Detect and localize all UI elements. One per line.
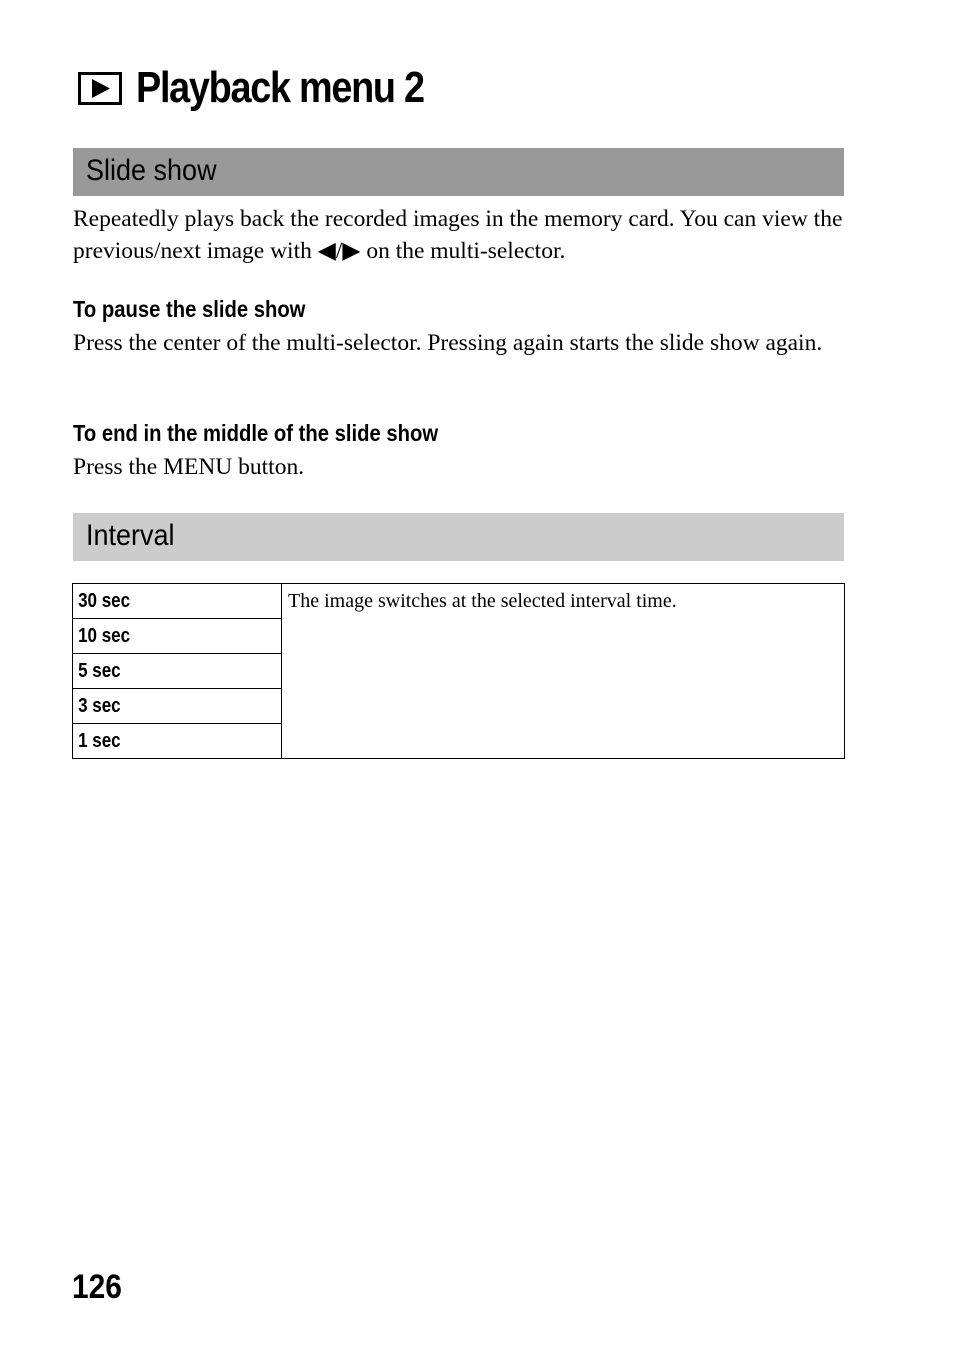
interval-description: The image switches at the selected interval time.	[282, 584, 845, 759]
end-instructions: Press the MENU button.	[73, 454, 305, 480]
interval-option: 5 sec	[73, 654, 282, 689]
playback-icon	[78, 72, 122, 105]
description-text-before: Repeatedly plays back the recorded images in the memory card. You can view the previous/next image with	[73, 206, 843, 264]
left-right-arrow-icons: ◀/▶	[317, 238, 361, 264]
section-heading-label: Slide show	[86, 154, 217, 187]
interval-option: 10 sec	[73, 619, 282, 654]
end-subheading: To end in the middle of the slide show	[73, 420, 439, 446]
interval-options-table	[72, 583, 845, 759]
description-text-after: on the multi-selector.	[360, 238, 566, 264]
page-header	[78, 60, 471, 116]
page-number: 126	[72, 1268, 122, 1306]
page-title: Playback menu 2	[136, 63, 424, 112]
pause-instructions: Press the center of the multi-selector. Pressing again starts the slide show again.	[73, 330, 823, 356]
slide-show-description	[73, 203, 848, 267]
section-heading-interval	[73, 513, 844, 561]
table-row	[73, 584, 845, 619]
section-heading-label: Interval	[86, 519, 175, 552]
interval-option: 1 sec	[73, 724, 282, 759]
section-heading-slide-show	[73, 148, 844, 196]
interval-option: 30 sec	[73, 584, 282, 619]
interval-option: 3 sec	[73, 689, 282, 724]
pause-subheading: To pause the slide show	[73, 296, 306, 322]
